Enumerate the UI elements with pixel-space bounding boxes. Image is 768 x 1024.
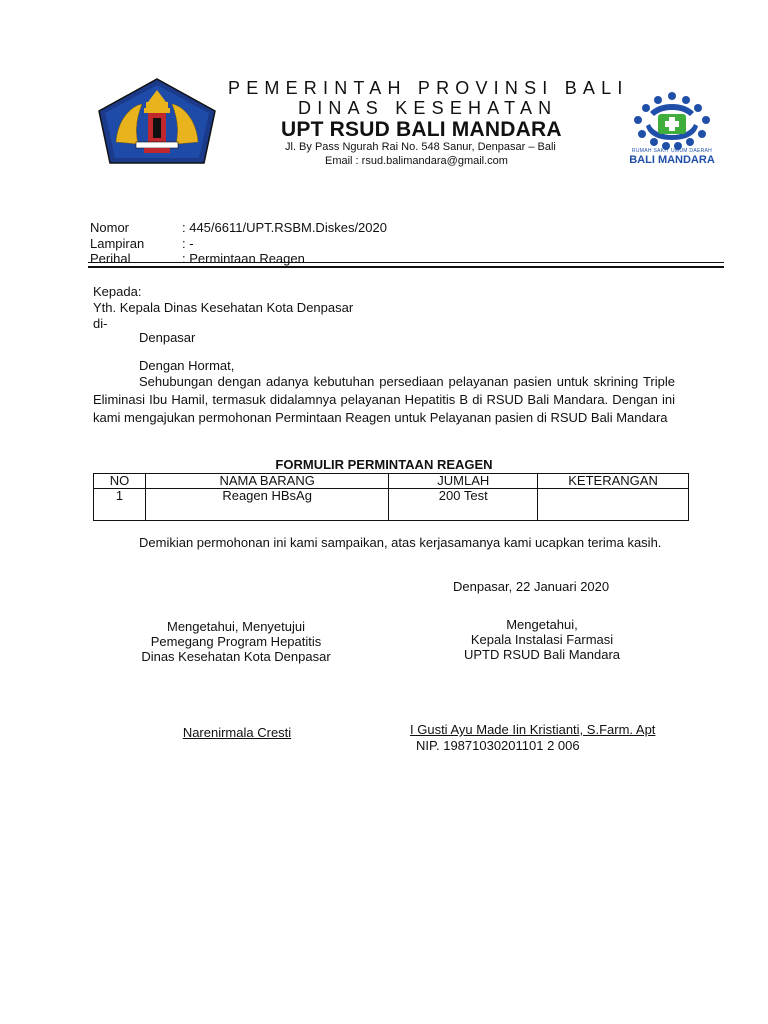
recipient-di: di- xyxy=(93,316,108,331)
header-hospital-name: UPT RSUD BALI MANDARA xyxy=(281,118,562,141)
form-title: FORMULIR PERMINTAAN REAGEN xyxy=(275,457,493,472)
left-signatory-name: Narenirmala Cresti xyxy=(182,725,292,740)
header-email: Email : rsud.balimandara@gmail.com xyxy=(325,155,508,167)
perihal-label: Perihal xyxy=(90,251,131,266)
recipient-kepada: Kepada: xyxy=(93,284,142,299)
header-department-line: DINAS KESEHATAN xyxy=(298,98,558,118)
right-sig-line3: UPTD RSUD Bali Mandara xyxy=(463,647,621,662)
perihal-value: : Permintaan Reagen xyxy=(182,251,305,266)
column-header: NO xyxy=(94,474,146,489)
right-signature-block xyxy=(420,617,664,662)
right-sig-line2: Kepala Instalasi Farmasi xyxy=(470,632,614,647)
lampiran-value: : - xyxy=(182,236,194,251)
header-divider-thin xyxy=(88,262,724,263)
left-sig-line2: Pemegang Program Hepatitis xyxy=(150,634,322,649)
header-divider-thick xyxy=(88,266,724,268)
closing-paragraph: Demikian permohonan ini kami sampaikan, atas kerjasamanya kami ucapkan terima kasih. xyxy=(139,535,662,550)
lampiran-label: Lampiran xyxy=(90,236,145,251)
bali-province-emblem-icon xyxy=(98,78,216,164)
table-cell-quantity: 200 Test xyxy=(389,489,538,521)
table-cell-note xyxy=(538,489,689,521)
header-address: Jl. By Pass Ngurah Rai No. 548 Sanur, Denpasar – Bali xyxy=(285,141,556,153)
right-signatory-name: I Gusti Ayu Made Iin Kristianti, S.Farm. Apt xyxy=(410,722,656,737)
header-government-line: PEMERINTAH PROVINSI BALI xyxy=(228,78,629,98)
table-cell-no: 1 xyxy=(94,489,146,521)
left-sig-line3: Dinas Kesehatan Kota Denpasar xyxy=(141,649,331,664)
date-line: Denpasar, 22 Januari 2020 xyxy=(453,579,610,594)
recipient-yth: Yth. Kepala Dinas Kesehatan Kota Denpasar xyxy=(93,300,354,315)
right-sig-line1: Mengetahui, xyxy=(506,617,578,632)
column-header: NAMA BARANG xyxy=(145,474,388,489)
right-signatory-nip: NIP. 19871030201101 2 006 xyxy=(416,738,580,753)
column-header: KETERANGAN xyxy=(538,474,689,489)
column-header: JUMLAH xyxy=(389,474,538,489)
left-signature-block xyxy=(100,619,372,664)
right-logo-subtitle: RUMAH SAKIT UMUM DAERAH xyxy=(631,148,713,154)
greeting: Dengan Hormat, xyxy=(139,358,235,373)
left-sig-line1: Mengetahui, Menyetujui xyxy=(166,619,306,634)
request-table xyxy=(93,473,689,521)
table-header-row xyxy=(94,474,689,489)
nomor-label: Nomor xyxy=(90,220,130,235)
table-row xyxy=(94,489,689,521)
nomor-value: : 445/6611/UPT.RSBM.Diskes/2020 xyxy=(182,220,387,235)
right-logo-title: BALI MANDARA xyxy=(629,154,715,166)
table-cell-item: Reagen HBsAg xyxy=(145,489,388,521)
body-paragraph: Sehubungan dengan adanya kebutuhan persediaan pelayanan pasien untuk skrining Triple Eliminasi Ibu Hamil, termasuk didalamnya pelayanan Hepatitis B di RSUD Bali Mandara. Dengan ini kami mengajukan permohonan Permintaan Reagen untuk Pelayanan pasien di RSUD Bali Mandara xyxy=(93,374,675,425)
right-logo-caption xyxy=(616,148,728,166)
recipient-city: Denpasar xyxy=(139,330,196,345)
